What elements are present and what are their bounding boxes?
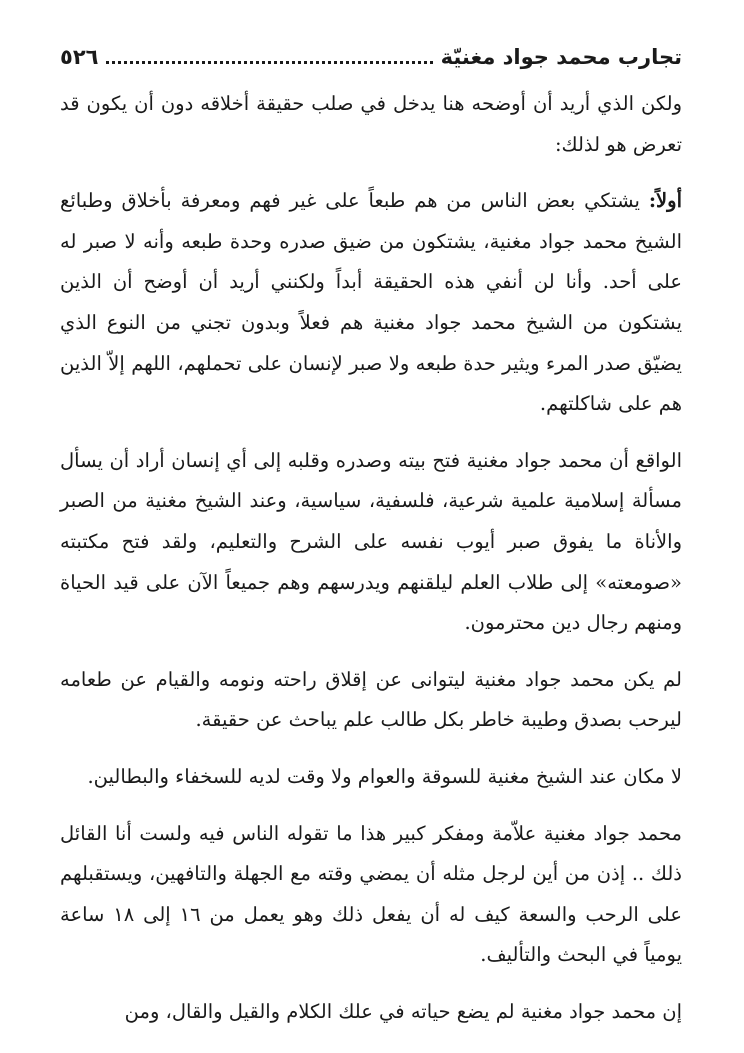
paragraph-2-text: يشتكي بعض الناس من هم طبعاً على غير فهم ومعرفة بأخلاق وطبائع الشيخ محمد جواد مغنية، يشتكون من ضيق صدره وحدة طبعه وأنه لا صبر له على أحد. وأنا لن أنفي هذه الحقيقة أبداً ولكنني أريد أن أوضح أن الذين يشتكون من الشيخ محمد جواد مغنية هم فعلاً وبدون تجني من النوع الذي يضيّق صدر المرء ويثير حدة طبعه ولا صبر لإنسان على تحملهم، اللهم إلاّ الذين هم على شاكلتهم. (60, 189, 682, 416)
paragraph-2 (60, 181, 682, 425)
book-page (60, 40, 682, 1048)
paragraph-1 (60, 84, 682, 165)
running-header (60, 40, 682, 82)
paragraph-5 (60, 757, 682, 798)
running-title: تجارب محمد جواد مغنيّة (440, 45, 682, 69)
paragraph-7 (60, 992, 682, 1033)
paragraph-2-lead: أولاً: (648, 189, 682, 213)
page-number: ٥٢٦ (60, 45, 99, 69)
paragraph-7-text: إن محمد جواد مغنية لم يضع حياته في علك الكلام والقيل والقال، ومن (124, 999, 682, 1023)
paragraph-1-text: ولكن الذي أريد أن أوضحه هنا يدخل في صلب حقيقة أخلاقه دون أن يكون قد تعرض هو لذلك: (60, 92, 682, 156)
paragraph-5-text: لا مكان عند الشيخ مغنية للسوقة والعوام ولا وقت لديه للسخفاء والبطالين. (87, 764, 682, 788)
dotted-leader (106, 60, 432, 64)
paragraph-3 (60, 441, 682, 644)
paragraph-3-text: الواقع أن محمد جواد مغنية فتح بيته وصدره وقلبه إلى أي إنسان أراد أن يسأل مسألة إسلامية علمية شرعية، فلسفية، سياسية، وعند الشيخ مغنية من الصبر والأناة ما يفوق صبر أيوب نفسه على الشرح والتعليم، ولقد فتح مكتبته «صومعته» إلى طلاب العلم ليلقنهم ويدرسهم وهم جميعاً الآن على قيد الحياة ومنهم رجال دين محترمون. (60, 448, 682, 635)
paragraph-4-text: لم يكن محمد جواد مغنية ليتوانى عن إقلاق راحته ونومه والقيام عن طعامه ليرحب بصدق وطيبة خاطر بكل طالب علم يباحث عن حقيقة. (60, 667, 682, 732)
paragraph-6 (60, 814, 682, 976)
paragraph-4 (60, 660, 682, 741)
paragraph-6-text: محمد جواد مغنية علاّمة ومفكر كبير هذا ما تقوله الناس فيه ولست أنا القائل ذلك .. إذن من أين لرجل مثله أن يمضي وقته مع الجهلة والتافهين، ويستقبلهم على الرحب والسعة كيف له أن يفعل ذلك وهو يعمل من ١٦ إلى ١٨ ساعة يومياً في البحث والتأليف. (60, 821, 682, 967)
